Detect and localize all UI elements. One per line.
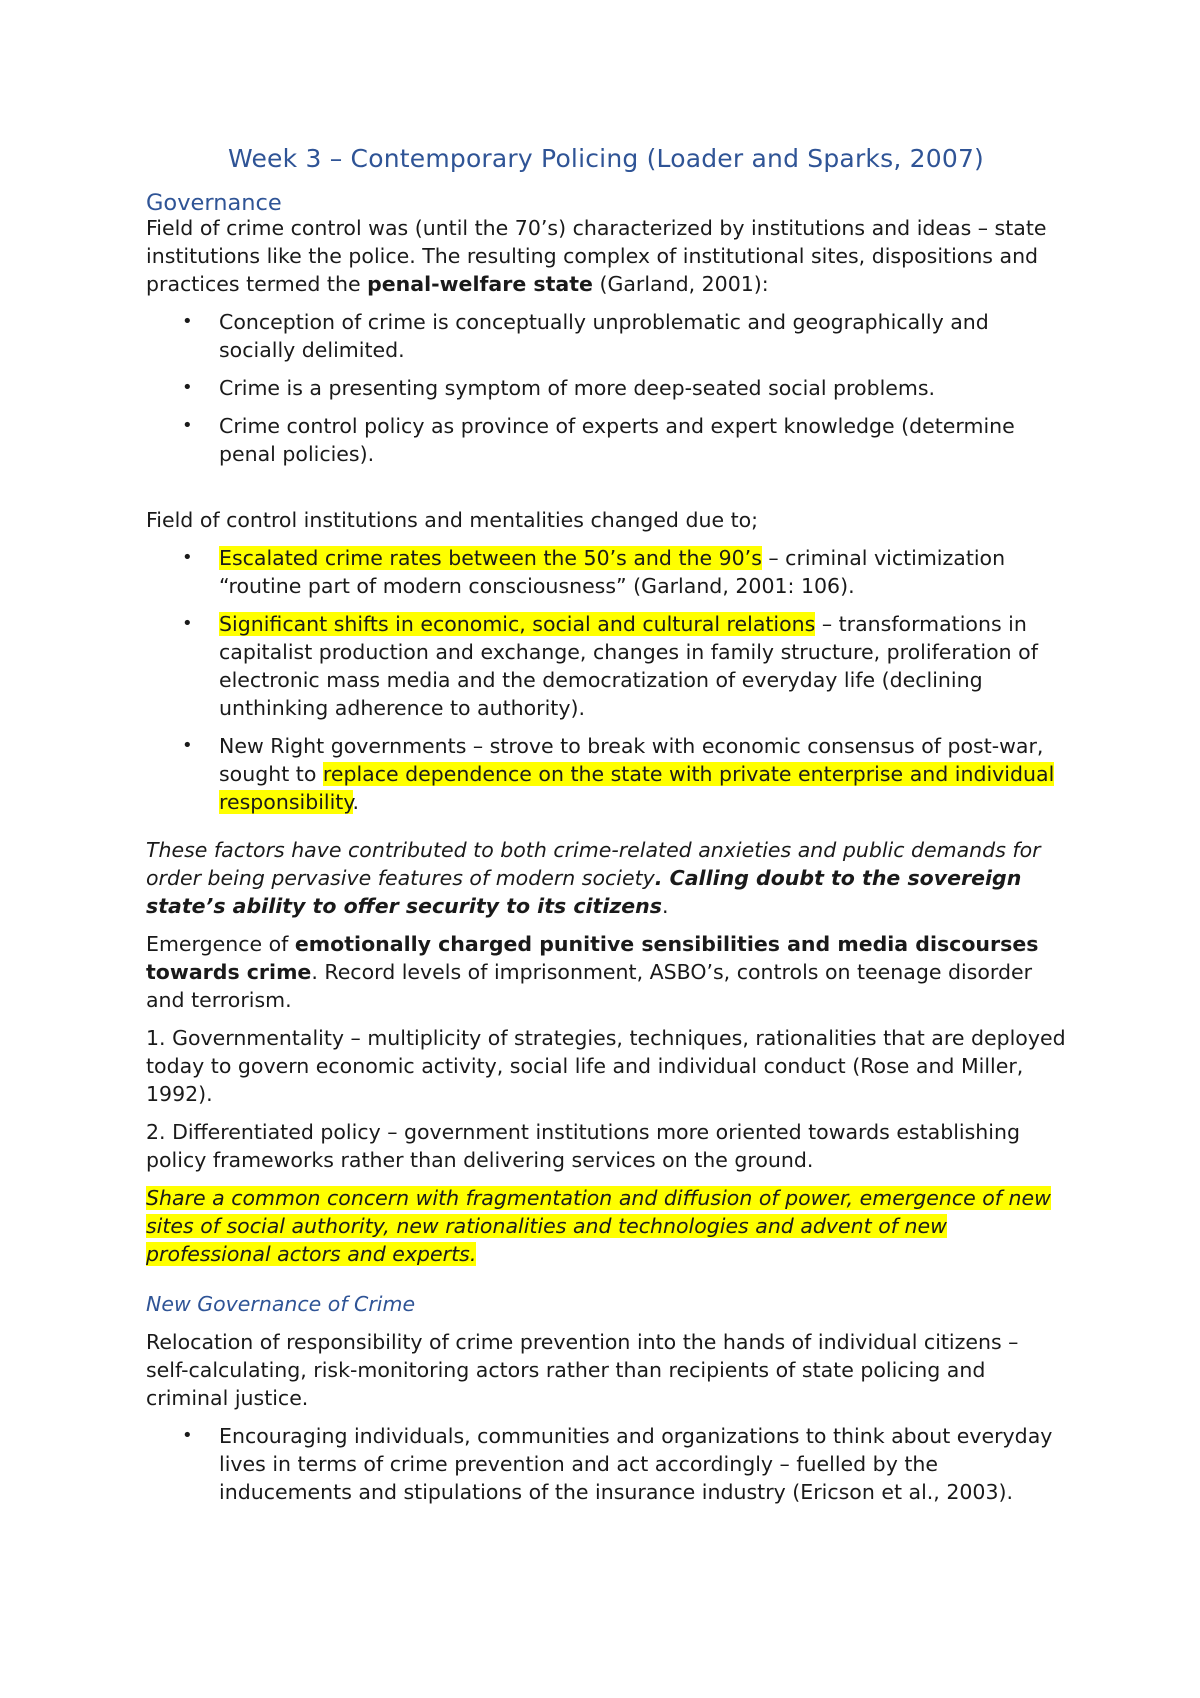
list-item: • Escalated crime rates between the 50’s and the 90’s – criminal victimization “routine part of modern consciousness” (Garland, 2001: 106). <box>182 546 1006 598</box>
document-title: Week 3 – Contemporary Policing (Loader and Sparks, 2007) <box>228 144 984 173</box>
paragraph-emergence: Emergence of emotionally charged punitive sensibilities and media discourses towards crime. Record levels of imprisonment, ASBO’s, controls on teenage disorder and terrorism. <box>146 932 1039 1012</box>
paragraph-governmentality: 1. Governmentality – multiplicity of strategies, techniques, rationalities that are deployed today to govern economic activity, social life and individual conduct (Rose and Miller, 1992). <box>146 1026 1066 1106</box>
section-governance <box>146 214 1066 468</box>
list-item: • Crime control policy as province of experts and expert knowledge (determine penal policies). <box>182 414 1015 466</box>
list-changes <box>146 544 1066 816</box>
list-item: • New Right governments – strove to break with economic consensus of post-war, sought to replace dependence on the state with private enterprise and individual responsibility. <box>182 734 1055 814</box>
bullet-icon: • <box>182 613 193 634</box>
paragraph-factors: These factors have contributed to both crime-related anxieties and public demands for order being pervasive features of modern society. Calling doubt to the sovereign state’s ability to offer security to its citizens. <box>146 838 1041 918</box>
heading-new-governance: New Governance of Crime <box>146 1292 416 1316</box>
list-penal-welfare <box>146 308 1066 468</box>
paragraph-changes-intro: Field of control institutions and mentalities changed due to; <box>146 508 759 532</box>
bullet-icon: • <box>182 735 193 756</box>
heading-governance: Governance <box>146 190 282 216</box>
paragraph-common-concern: Share a common concern with fragmentation and diffusion of power, emergence of new sites of social authority, new rationalities and technologies and advent of new professional actors and experts. <box>146 1186 1051 1266</box>
paragraph-differentiated-policy: 2. Differentiated policy – government institutions more oriented towards establishing policy frameworks rather than delivering services on the ground. <box>146 1120 1020 1172</box>
list-item: • Encouraging individuals, communities and organizations to think about everyday lives in terms of crime prevention and act accordingly – fuelled by the inducements and stipulations of the insurance industry (Ericson et al., 2003). <box>182 1424 1053 1504</box>
list-item: • Conception of crime is conceptually unproblematic and geographically and socially delimited. <box>182 310 989 362</box>
bullet-icon: • <box>182 311 193 332</box>
section-new-governance <box>146 1290 1066 1506</box>
paragraph-penal-welfare: Field of crime control was (until the 70’s) characterized by institutions and ideas – state institutions like the police. The resulting complex of institutional sites, dispositions and practices termed the penal-welfare state (Garland, 2001): <box>146 216 1047 296</box>
list-item: • Crime is a presenting symptom of more deep-seated social problems. <box>182 376 936 400</box>
paragraph-relocation: Relocation of responsibility of crime prevention into the hands of individual citizens – self-calculating, risk-monitoring actors rather than recipients of state policing and criminal justice. <box>146 1330 1019 1410</box>
bullet-icon: • <box>182 415 193 436</box>
section-changes <box>146 506 1066 816</box>
bullet-icon: • <box>182 1425 193 1446</box>
bullet-icon: • <box>182 547 193 568</box>
list-item: • Significant shifts in economic, social and cultural relations – transformations in capitalist production and exchange, changes in family structure, proliferation of electronic mass media and the democratization of everyday life (declining unthinking adherence to authority). <box>182 612 1038 720</box>
list-new-governance <box>146 1422 1066 1506</box>
bullet-icon: • <box>182 377 193 398</box>
section-factors <box>146 836 1066 1268</box>
